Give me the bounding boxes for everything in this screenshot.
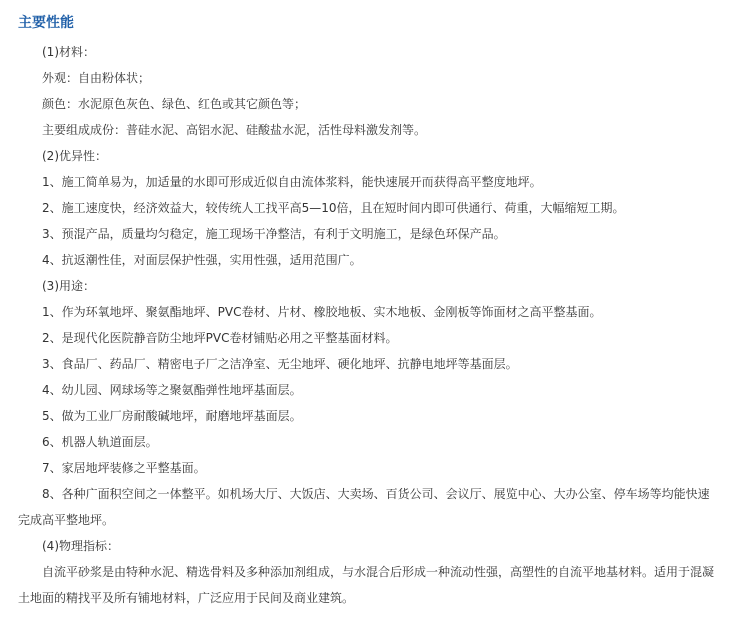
materials-color: 颜色：水泥原色灰色、绿色、红色或其它颜色等； bbox=[42, 97, 307, 111]
materials-composition: 主要组成成份：普硅水泥、高铝水泥、硅酸盐水泥，活性母料激发剂等。 bbox=[42, 123, 427, 137]
materials-appearance: 外观：自由粉体状； bbox=[42, 71, 151, 85]
advantage-item: 3、预混产品，质量均匀稳定，施工现场干净整洁，有利于文明施工，是绿色环保产品。 bbox=[42, 227, 506, 241]
use-item: 4、幼儿园、网球场等之聚氨酯弹性地坪基面层。 bbox=[42, 383, 302, 397]
use-item-wrapped: 8、各种广面积空间之一体整平。如机场大厅、大饭店、大卖场、百货公司、会议厅、展览中心、大办公室、停车场等均能快速完成高平整地坪。 bbox=[18, 487, 710, 527]
use-item: 6、机器人轨道面层。 bbox=[42, 435, 158, 449]
use-item: 3、食品厂、药品厂、精密电子厂之洁净室、无尘地坪、硬化地坪、抗静电地坪等基面层。 bbox=[42, 357, 518, 371]
materials-heading: (1)材料： bbox=[42, 45, 95, 59]
physical-description: 自流平砂浆是由特种水泥、精选骨料及多种添加剂组成，与水混合后形成一种流动性强，高塑性的自流平地基材料。适用于混凝土地面的精找平及所有铺地材料，广泛应用于民间及商业建筑。 bbox=[18, 565, 715, 605]
advantage-item: 2、施工速度快，经济效益大，较传统人工找平高5—10倍，且在短时间内即可供通行、荷重，大幅缩短工期。 bbox=[42, 201, 625, 215]
use-item: 1、作为环氧地坪、聚氨酯地坪、PVC卷材、片材、橡胶地板、实木地板、金刚板等饰面材之高平整基面。 bbox=[42, 305, 602, 319]
advantage-item: 1、施工简单易为，加适量的水即可形成近似自由流体浆料，能快速展开而获得高平整度地坪。 bbox=[42, 175, 542, 189]
use-item: 2、是现代化医院静音防尘地坪PVC卷材铺贴必用之平整基面材料。 bbox=[42, 331, 398, 345]
advantages-heading: (2)优异性： bbox=[42, 149, 107, 163]
use-item: 5、做为工业厂房耐酸碱地坪，耐磨地坪基面层。 bbox=[42, 409, 302, 423]
use-item: 7、家居地坪装修之平整基面。 bbox=[42, 461, 206, 475]
advantage-item: 4、抗返潮性佳，对面层保护性强，实用性强，适用范围广。 bbox=[42, 253, 362, 267]
section-title: 主要性能 bbox=[18, 15, 74, 31]
physical-heading: (4)物理指标： bbox=[42, 539, 119, 553]
uses-heading: (3)用途： bbox=[42, 279, 95, 293]
